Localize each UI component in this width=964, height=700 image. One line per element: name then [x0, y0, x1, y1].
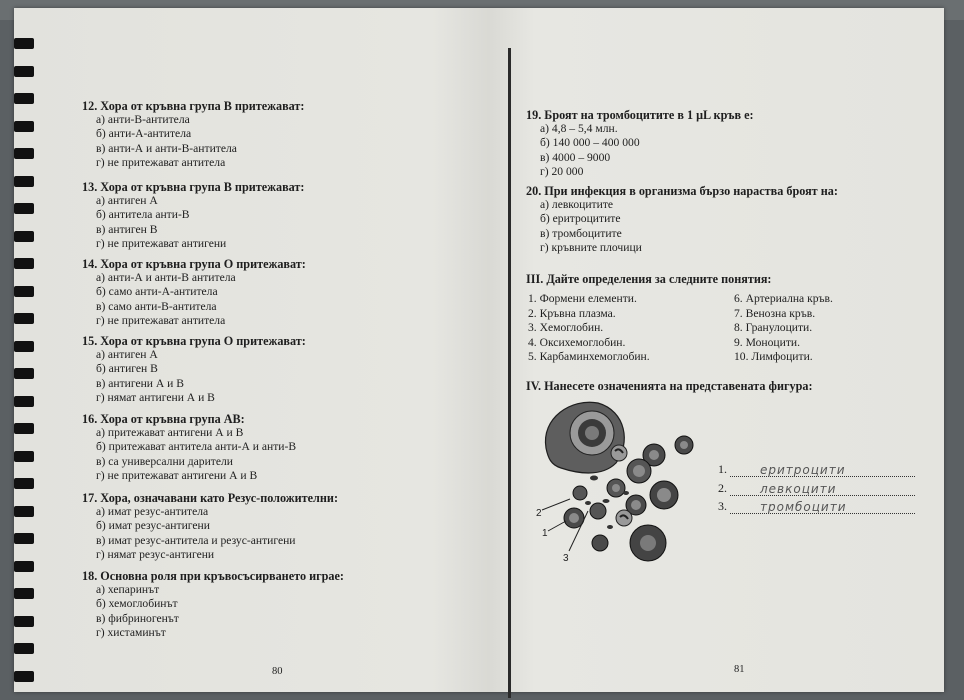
figure-label-1: 1	[542, 528, 548, 539]
answer-option: в) антиген В	[96, 222, 158, 236]
question-14	[82, 257, 306, 329]
question-title: 15. Хора от кръвна група О притежават:	[82, 334, 306, 348]
definition-term: 6. Артериална кръв.	[734, 292, 833, 305]
question-15	[82, 334, 306, 406]
answer-line-1[interactable]	[718, 462, 915, 477]
answer-option: в) анти-А и анти-В-антитела	[96, 141, 237, 155]
question-title: 19. Броят на тромбоцитите в 1 μL кръв е:	[526, 108, 754, 122]
question-title: 18. Основна роля при кръвосъсирването играе:	[82, 569, 344, 583]
definition-term: 3. Хемоглобин.	[528, 321, 604, 335]
answer-option: г) нямат резус-антигени	[96, 548, 215, 562]
answer-option: б) еритроцитите	[540, 212, 621, 226]
answer-option: в) са универсални дарители	[96, 454, 233, 468]
handwritten-answer: левкоцити	[760, 482, 837, 496]
definition-term: 8. Гранулоцити.	[734, 321, 813, 335]
handwritten-answer: тромбоцити	[760, 500, 847, 514]
answer-option: а) 4,8 – 5,4 млн.	[540, 122, 618, 135]
question-title: 12. Хора от кръвна група В притежават:	[82, 99, 305, 113]
answer-number: 2.	[718, 481, 727, 495]
answer-option: в) само анти-В-антитела	[96, 299, 217, 313]
left-page	[14, 8, 494, 692]
question-title: 20. При инфекция в организма бързо нараства броят на:	[526, 184, 838, 198]
question-title: 14. Хора от кръвна група О притежават:	[82, 257, 306, 271]
answer-option: б) само анти-А-антитела	[96, 285, 218, 299]
answer-option: б) анти-А-антитела	[96, 127, 192, 141]
definition-term: 4. Оксихемоглобин.	[528, 335, 626, 349]
answer-option: г) не притежават антитела	[96, 314, 226, 328]
definition-term: 1. Формени елементи.	[528, 292, 637, 305]
figure-pointer-lines	[542, 499, 588, 551]
definition-term: 2. Кръвна плазма.	[528, 306, 616, 320]
answer-number: 1.	[718, 462, 727, 476]
answer-option: а) антиген А	[96, 194, 158, 207]
question-title: 13. Хора от кръвна група В притежават:	[82, 180, 305, 194]
answer-option: в) тромбоцитите	[540, 226, 622, 240]
blood-cells-figure	[536, 393, 706, 568]
definition-term: 7. Венозна кръв.	[734, 306, 816, 320]
question-17	[82, 491, 338, 563]
answer-option: г) кръвните плочици	[540, 241, 642, 255]
answer-option: а) имат резус-антитела	[96, 505, 209, 518]
figure-label-3: 3	[563, 553, 569, 564]
answer-option: б) антитела анти-В	[96, 208, 190, 222]
answer-option: а) анти-В-антитела	[96, 113, 190, 126]
question-18	[82, 569, 344, 641]
answer-option: в) антигени А и В	[96, 376, 185, 390]
section-3-title: III. Дайте определения за следните понятия:	[526, 272, 772, 286]
question-title: 17. Хора, означавани като Резус-положителни:	[82, 491, 339, 505]
answer-option: б) хемоглобинът	[96, 597, 178, 611]
large-cell-illustration	[545, 402, 624, 473]
answer-option: а) хепаринът	[96, 583, 160, 596]
definitions-column-1	[528, 292, 650, 365]
answer-option: г) нямат антигени А и В	[96, 391, 215, 405]
answer-option: б) имат резус-антигени	[96, 519, 210, 533]
right-page	[496, 8, 944, 692]
answer-option: г) не притежават антигени	[96, 237, 227, 251]
answer-line-3[interactable]	[718, 499, 915, 514]
page-number: 80	[272, 666, 283, 677]
definition-term: 9. Моноцити.	[734, 335, 800, 349]
answer-option: г) хистаминът	[96, 626, 166, 640]
answer-option: а) левкоцитите	[540, 198, 614, 211]
question-20	[526, 184, 838, 256]
question-title: 16. Хора от кръвна група АВ:	[82, 412, 245, 426]
figure-label-2: 2	[536, 508, 542, 519]
page-number: 81	[734, 664, 745, 675]
answer-option: в) 4000 – 9000	[540, 150, 611, 164]
answer-option: г) не притежават антитела	[96, 156, 226, 170]
answer-option: б) 140 000 – 400 000	[540, 136, 640, 150]
question-12	[82, 99, 304, 171]
answer-option: в) фибриногенът	[96, 611, 179, 625]
answer-option: в) имат резус-антитела и резус-антигени	[96, 533, 296, 547]
answer-option: а) антиген А	[96, 348, 158, 361]
question-13	[82, 180, 304, 252]
answer-option: а) анти-А и анти-В антитела	[96, 271, 236, 284]
answer-number: 3.	[718, 499, 727, 513]
answer-option: а) притежават антигени А и В	[96, 426, 244, 439]
definitions-column-2	[734, 292, 833, 365]
section-4-title: IV. Нанесете означенията на представената фигура:	[526, 379, 813, 393]
answer-line-2[interactable]	[718, 481, 915, 496]
handwritten-answer: еритроцити	[760, 463, 846, 477]
definition-term: 5. Карбаминхемоглобин.	[528, 350, 650, 364]
answer-option: б) антиген В	[96, 362, 158, 376]
question-16	[82, 412, 296, 484]
answer-option: б) притежават антитела анти-А и анти-В	[96, 440, 297, 454]
answer-option: г) не притежават антигени А и В	[96, 469, 258, 483]
definition-term: 10. Лимфоцити.	[734, 350, 813, 364]
open-workbook	[14, 8, 944, 692]
answer-option: г) 20 000	[540, 165, 584, 179]
question-19	[526, 108, 754, 180]
